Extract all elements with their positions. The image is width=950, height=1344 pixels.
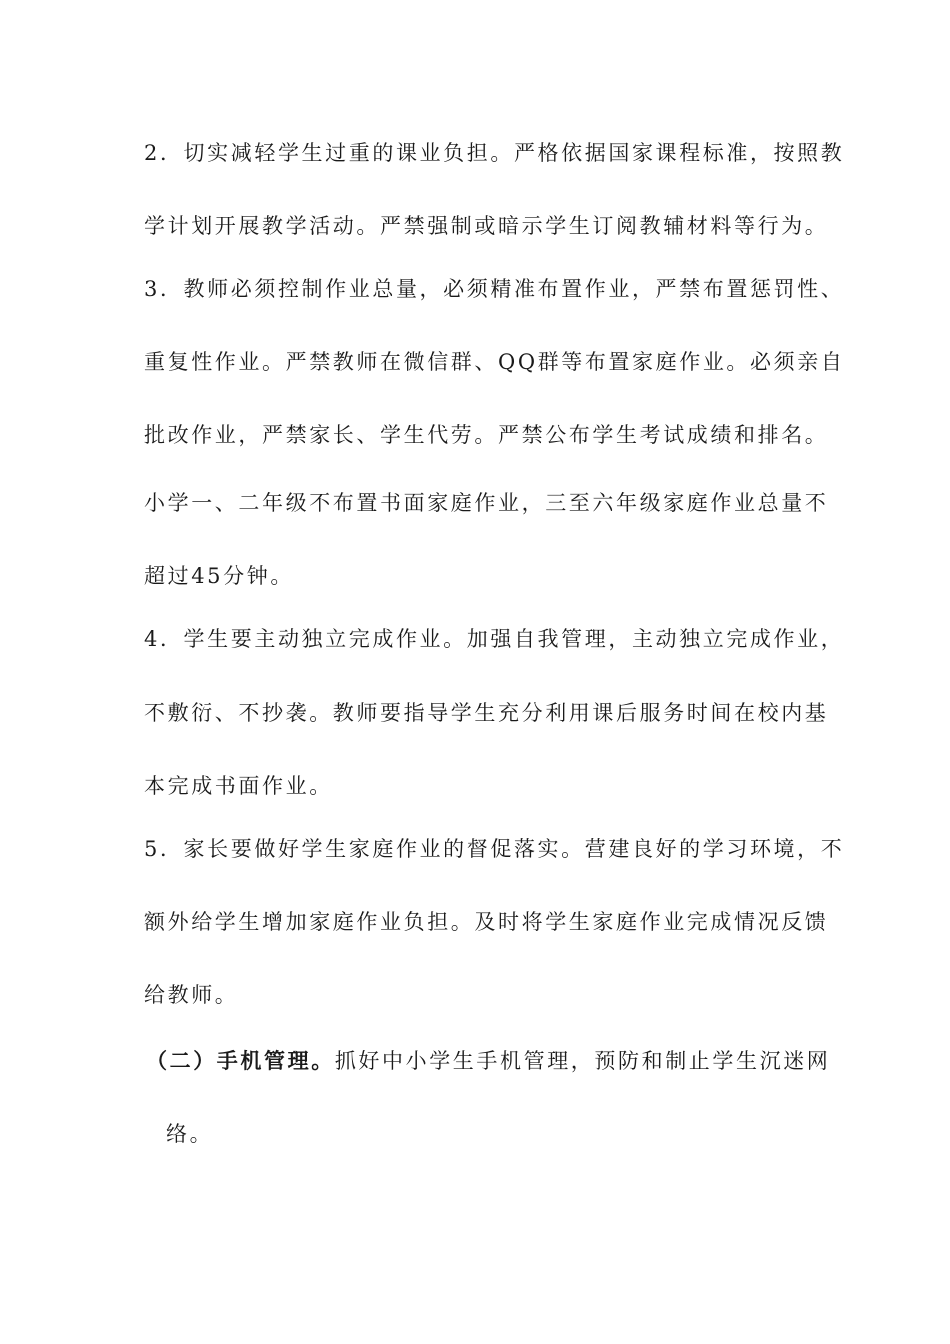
paragraph-line-11: 5．家长要做好学生家庭作业的督促落实。营建良好的学习环境，不 <box>144 837 845 861</box>
paragraph-line-5: 批改作业，严禁家长、学生代劳。严禁公布学生考试成绩和排名。 <box>144 423 829 447</box>
paragraph-line-6: 小学一、二年级不布置书面家庭作业，三至六年级家庭作业总量不 <box>144 491 829 515</box>
paragraph-line-13: 给教师。 <box>144 983 239 1007</box>
paragraph-line-4: 重复性作业。严禁教师在微信群、QQ群等布置家庭作业。必须亲自 <box>144 350 845 374</box>
paragraph-line-10: 本完成书面作业。 <box>144 774 333 798</box>
paragraph-line-2: 学计划开展教学活动。严禁强制或暗示学生订阅教辅材料等行为。 <box>144 214 829 238</box>
section-heading: （二）手机管理。 <box>146 1049 335 1073</box>
paragraph-line-12: 额外给学生增加家庭作业负担。及时将学生家庭作业完成情况反馈 <box>144 910 829 934</box>
paragraph-line-8: 4．学生要主动独立完成作业。加强自我管理，主动独立完成作业， <box>144 627 845 651</box>
paragraph-line-7: 超过45分钟。 <box>144 564 294 588</box>
paragraph-line-1: 2．切实减轻学生过重的课业负担。严格依据国家课程标准，按照教 <box>144 141 845 165</box>
paragraph-line-3: 3．教师必须控制作业总量，必须精准布置作业，严禁布置惩罚性、 <box>144 277 845 301</box>
section-heading-line <box>146 1046 831 1076</box>
paragraph-line-9: 不敷衍、不抄袭。教师要指导学生充分利用课后服务时间在校内基 <box>144 701 829 725</box>
section-continuation: 络。 <box>166 1122 214 1146</box>
section-heading-text: 抓好中小学生手机管理，预防和制止学生沉迷网 <box>334 1049 831 1073</box>
